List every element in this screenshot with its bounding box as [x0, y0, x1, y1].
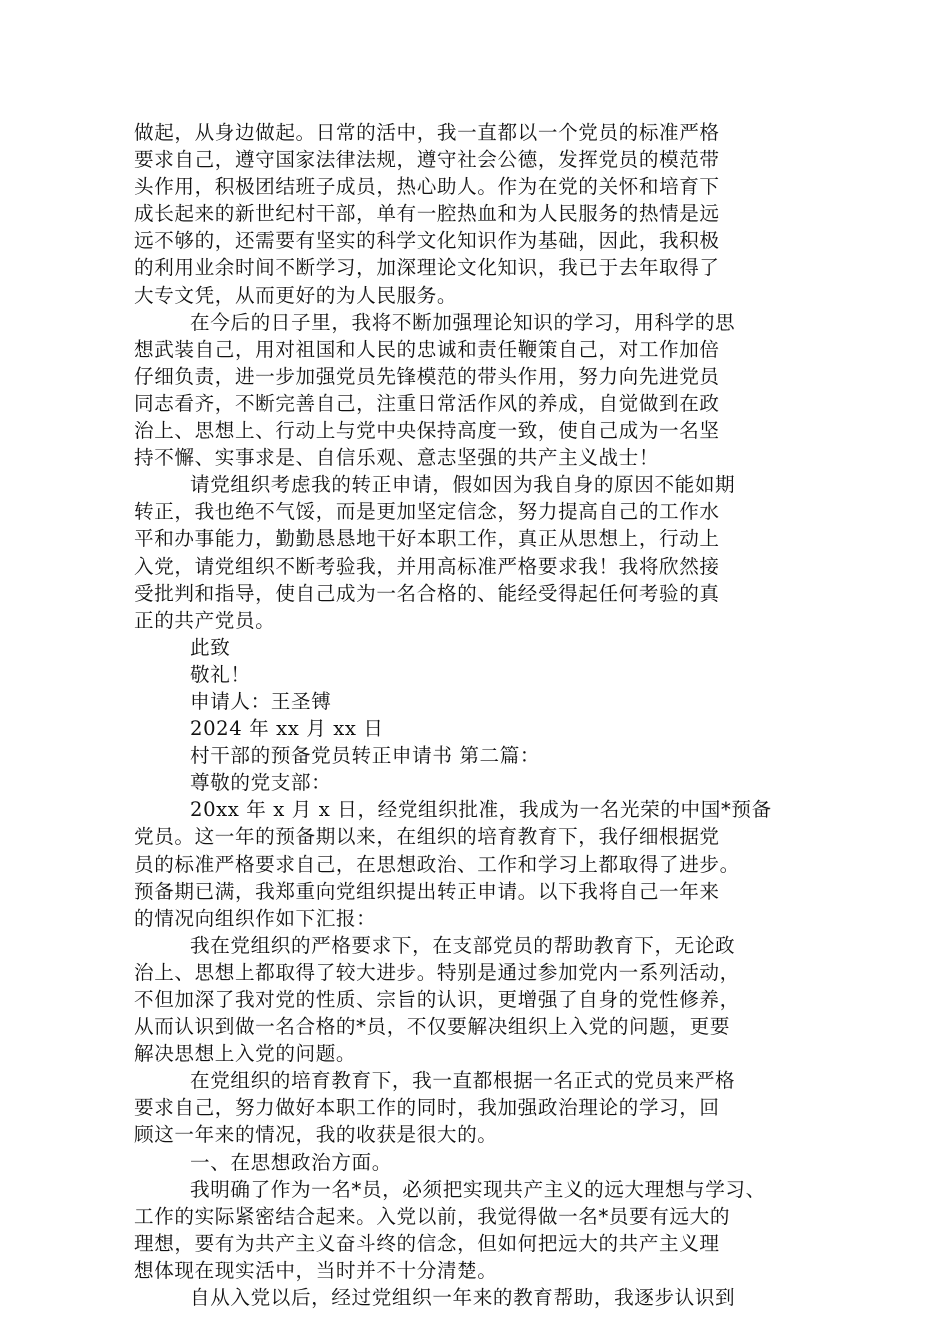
text-line: 正的共产党员。	[134, 608, 276, 632]
text-line: 想体现在现实活中，当时并不十分清楚。	[134, 1258, 498, 1282]
text-line: 我在党组织的严格要求下，在支部党员的帮助教育下，无论政	[190, 933, 736, 957]
text-line: 解决思想上入党的问题。	[134, 1042, 357, 1066]
text-line: 远不够的，还需要有坚实的科学文化知识作为基础，因此，我积极	[134, 229, 720, 253]
text-line: 不但加深了我对党的性质、宗旨的认识，更增强了自身的党性修养，	[134, 988, 740, 1011]
text-line: 仔细负责，进一步加强党员先锋模范的带头作用，努力向先进党员	[134, 364, 720, 388]
text-line: 2024 年 xx 月 xx 日	[190, 717, 384, 741]
text-line: 成长起来的新世纪村干部，单有一腔热血和为人民服务的热情是远	[134, 202, 720, 226]
document-body	[134, 119, 834, 1311]
text-line: 想武装自己，用对祖国和人民的忠诚和责任鞭策自己，对工作加倍	[134, 337, 720, 361]
text-line: 党员。这一年的预备期以来，在组织的培育教育下，我仔细根据党	[134, 825, 720, 849]
text-line: 要求自己，努力做好本职工作的同时，我加强政治理论的学习，回	[134, 1096, 720, 1120]
text-line: 员的标准严格要求自己，在思想政治、工作和学习上都取得了进步。	[134, 852, 740, 876]
text-line: 理想，要有为共产主义奋斗终的信念，但如何把远大的共产主义理	[134, 1231, 720, 1255]
text-line: 的情况向组织作如下汇报：	[134, 906, 377, 930]
text-line: 我明确了作为一名*员，必须把实现共产主义的远大理想与学习、	[190, 1177, 766, 1201]
text-line: 一、在思想政治方面。	[190, 1150, 392, 1174]
text-line: 在党组织的培育教育下，我一直都根据一名正式的党员来严格	[190, 1069, 736, 1093]
text-line: 敬礼！	[190, 662, 251, 686]
text-line: 在今后的日子里，我将不断加强理论知识的学习，用科学的思	[190, 310, 736, 334]
text-line: 受批判和指导，使自己成为一名合格的、能经受得起任何考验的真	[134, 581, 720, 605]
text-line: 申请人：王圣镈	[190, 689, 332, 713]
text-line: 请党组织考虑我的转正申请，假如因为我自身的原因不能如期	[190, 473, 736, 497]
text-line: 尊敬的党支部：	[190, 771, 332, 795]
text-line: 平和办事能力，勤勤恳恳地干好本职工作，真正从思想上，行动上	[134, 527, 720, 551]
text-line: 做起，从身边做起。日常的活中，我一直都以一个党员的标准严格	[134, 121, 720, 144]
text-line: 顾这一年来的情况，我的收获是很大的。	[134, 1123, 498, 1147]
text-line: 的利用业余时间不断学习，加深理论文化知识，我已于去年取得了	[134, 256, 720, 280]
text-line: 此致	[190, 635, 231, 659]
text-line: 自从入党以后，经过党组织一年来的教育帮助，我逐步认识到	[190, 1286, 736, 1310]
text-line: 村干部的预备党员转正申请书 第二篇：	[190, 744, 541, 768]
text-line: 转正，我也绝不气馁，而是更加坚定信念，努力提高自己的工作水	[134, 500, 720, 524]
text-line: 治上、思想上都取得了较大进步。特别是通过参加党内一系列活动，	[134, 960, 740, 984]
text-line: 预备期已满，我郑重向党组织提出转正申请。以下我将自己一年来	[134, 879, 720, 903]
text-line: 从而认识到做一名合格的*员，不仅要解决组织上入党的问题，更要	[134, 1015, 731, 1039]
text-line: 头作用，积极团结班子成员，热心助人。作为在党的关怀和培育下	[134, 175, 720, 199]
text-line: 要求自己，遵守国家法律法规，遵守社会公德，发挥党员的模范带	[134, 148, 720, 172]
text-line: 持不懈、实事求是、自信乐观、意志坚强的共产主义战士！	[134, 446, 660, 470]
text-line: 入党，请党组织不断考验我，并用高标准严格要求我！我将欣然接	[134, 554, 720, 578]
text-line: 同志看齐，不断完善自己，注重日常活作风的养成，自觉做到在政	[134, 391, 720, 415]
text-line: 治上、思想上、行动上与党中央保持高度一致，使自己成为一名坚	[134, 419, 720, 443]
text-line: 大专文凭，从而更好的为人民服务。	[134, 283, 458, 307]
text-line: 20xx 年 x 月 x 日，经党组织批准，我成为一名光荣的中国*预备	[190, 798, 772, 822]
text-line: 工作的实际紧密结合起来。入党以前，我觉得做一名*员要有远大的	[134, 1204, 731, 1228]
